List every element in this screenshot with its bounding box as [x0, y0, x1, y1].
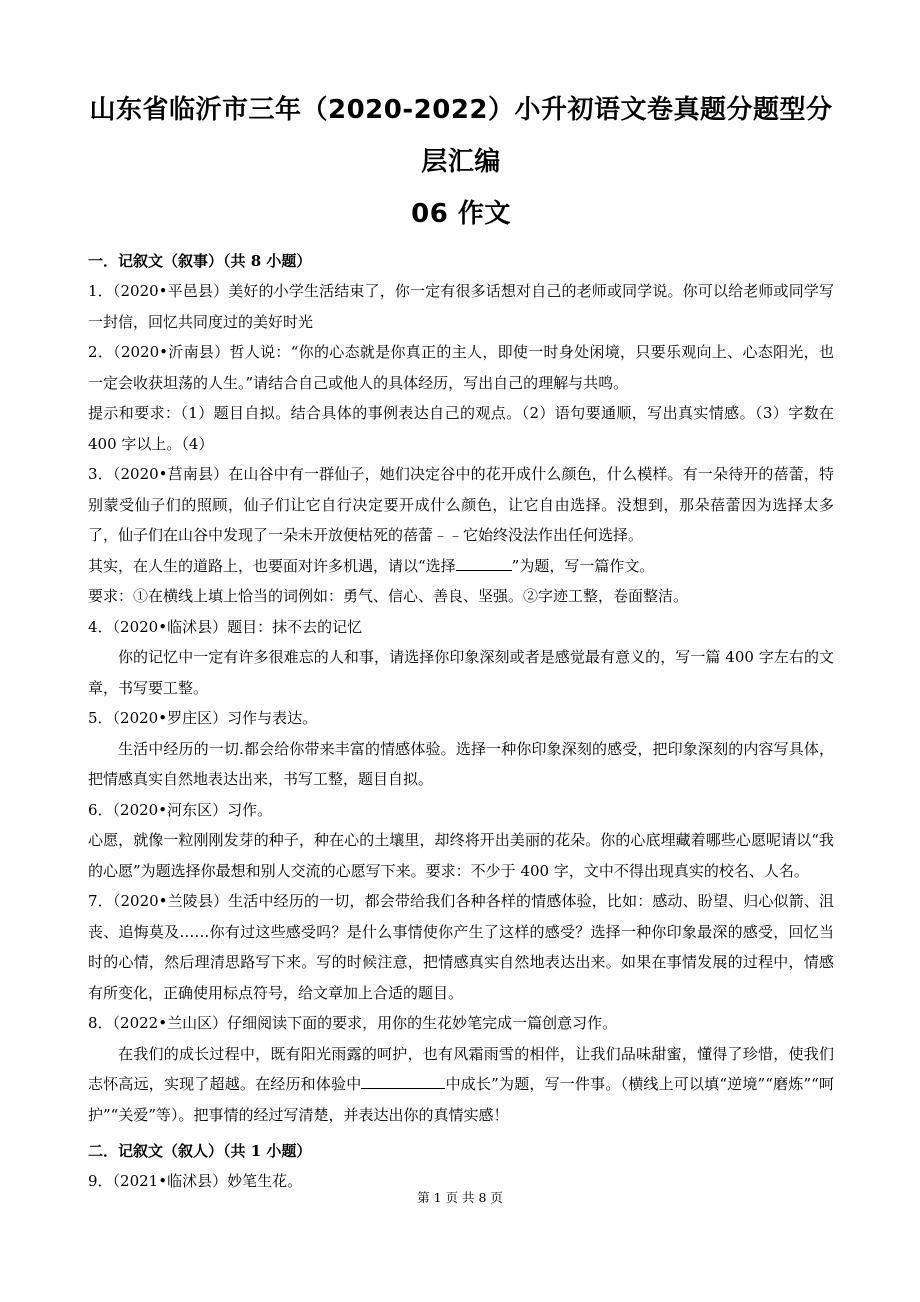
question-8-body — [88, 1039, 834, 1131]
title-line-1: 山东省临沂市三年（2020-2022）小升初语文卷真题分题型分层汇编 — [89, 95, 833, 177]
question-5-body: 生活中经历的一切.都会给你带来丰富的情感体验。选择一种你印象深刻的感受，把印象深刻的内容写具体，把情感真实自然地表达出来，书写工整，题目自拟。 — [88, 739, 834, 788]
question-6-body: 心愿，就像一粒刚刚发芽的种子，种在心的土壤里，却终将开出美丽的花朵。你的心底埋藏着哪些心愿呢请以“我的心愿”为题选择你最想和别人交流的心愿写下来。要求：不少于 400 字，文中不得出现真实的校名、人名。 — [88, 831, 834, 880]
question-2-requirements: 提示和要求：（1）题目自拟。结合具体的事例表达自己的观点。（2）语句要通顺，写出真实情感。（3）字数在 400 字以上。（4） — [88, 404, 834, 453]
document-title — [88, 84, 834, 240]
question-3-requirements: 要求：①在横线上填上恰当的词例如：勇气、信心、善良、坚强。②字迹工整，卷面整洁。 — [88, 587, 689, 605]
question-3: 3．（2020•莒南县）在山谷中有一群仙子，她们决定谷中的花开成什么颜色，什么模样。有一朵待开的蓓蕾，特别蒙受仙子们的照顾，仙子们让它自行决定要开成什么颜色，让它自由选择。没想到，那朵蓓蕾因为选择太多了，仙子们在山谷中发现了一朵未开放便枯死的蓓蕾﹣﹣它始终没法作出任何选择。 — [88, 465, 834, 544]
question-2: 2．（2020•沂南县）哲人说：“你的心态就是你真正的主人，即使一时身处闲境，只要乐观向上、心态阳光，也一定会收获坦荡的人生。”请结合自己或他人的具体经历，写出自己的理解与共鸣。 — [88, 343, 834, 392]
question-3-prompt-pre: 其实，在人生的道路上，也要面对许多机遇，请以“选择 — [88, 556, 456, 575]
fill-blank-line — [361, 1074, 445, 1089]
section-heading-narrative-events: 一．记叙文（叙事）（共 8 小题） — [88, 252, 312, 270]
question-3-prompt — [88, 551, 834, 582]
question-5: 5．（2020•罗庄区）习作与表达。 — [88, 709, 318, 727]
question-4-body: 你的记忆中一定有许多很难忘的人和事，请选择你印象深刻或者是感觉最有意义的，写一篇 400 字左右的文章，书写要工整。 — [88, 648, 834, 697]
question-4: 4．（2020•临沭县）题目：抹不去的记忆 — [88, 617, 363, 636]
question-8: 8．（2022•兰山区）仔细阅读下面的要求，用你的生花妙笔完成一篇创意习作。 — [88, 1014, 618, 1032]
fill-blank-line — [456, 556, 512, 571]
section-heading-narrative-people: 二．记叙文（叙人）（共 1 小题） — [88, 1142, 312, 1160]
question-3-prompt-post: ”为题，写一篇作文。 — [511, 556, 655, 575]
question-8-body-pre: 在我们的成长过程中，既有阳光雨露的呵护，也有风霜雨雪的相伴，让我们品味甜蜜，懂得了珍惜，使我们志怀高远，实现了超越。在经历和体验中 — [88, 1044, 834, 1093]
document-page — [88, 84, 834, 1197]
question-6: 6．（2020•河东区）习作。 — [88, 800, 273, 819]
question-8-body-post: 中成长”为题，写一件事。（横线上可以填“逆境”“磨炼”“呵护”“关爱”等）。把事情的经过写清楚，并表达出你的真情实感！ — [88, 1075, 834, 1124]
title-line-2: 06 作文 — [411, 199, 511, 229]
page-footer: 第 1 页 共 8 页 — [417, 1190, 503, 1205]
question-1: 1．（2020•平邑县）美好的小学生活结束了，你一定有很多话想对自己的老师或同学说。你可以给老师或同学写一封信，回忆共同度过的美好时光 — [88, 282, 834, 331]
question-7: 7．（2020•兰陵县）生活中经历的一切，都会带给我们各种各样的情感体验，比如：感动、盼望、归心似箭、沮丧、追悔莫及……你有过这些感受吗？是什么事情使你产生了这样的感受？选择一种你印象最深的感受，回忆当时的心情，然后理清思路写下来。写的时候注意，把情感真实自然地表达出来。如果在事情发展的过程中，情感有所变化，正确使用标点符号，给文章加上合适的题目。 — [88, 892, 834, 1002]
question-9: 9．（2021•临沭县）妙笔生花。 — [88, 1172, 303, 1190]
